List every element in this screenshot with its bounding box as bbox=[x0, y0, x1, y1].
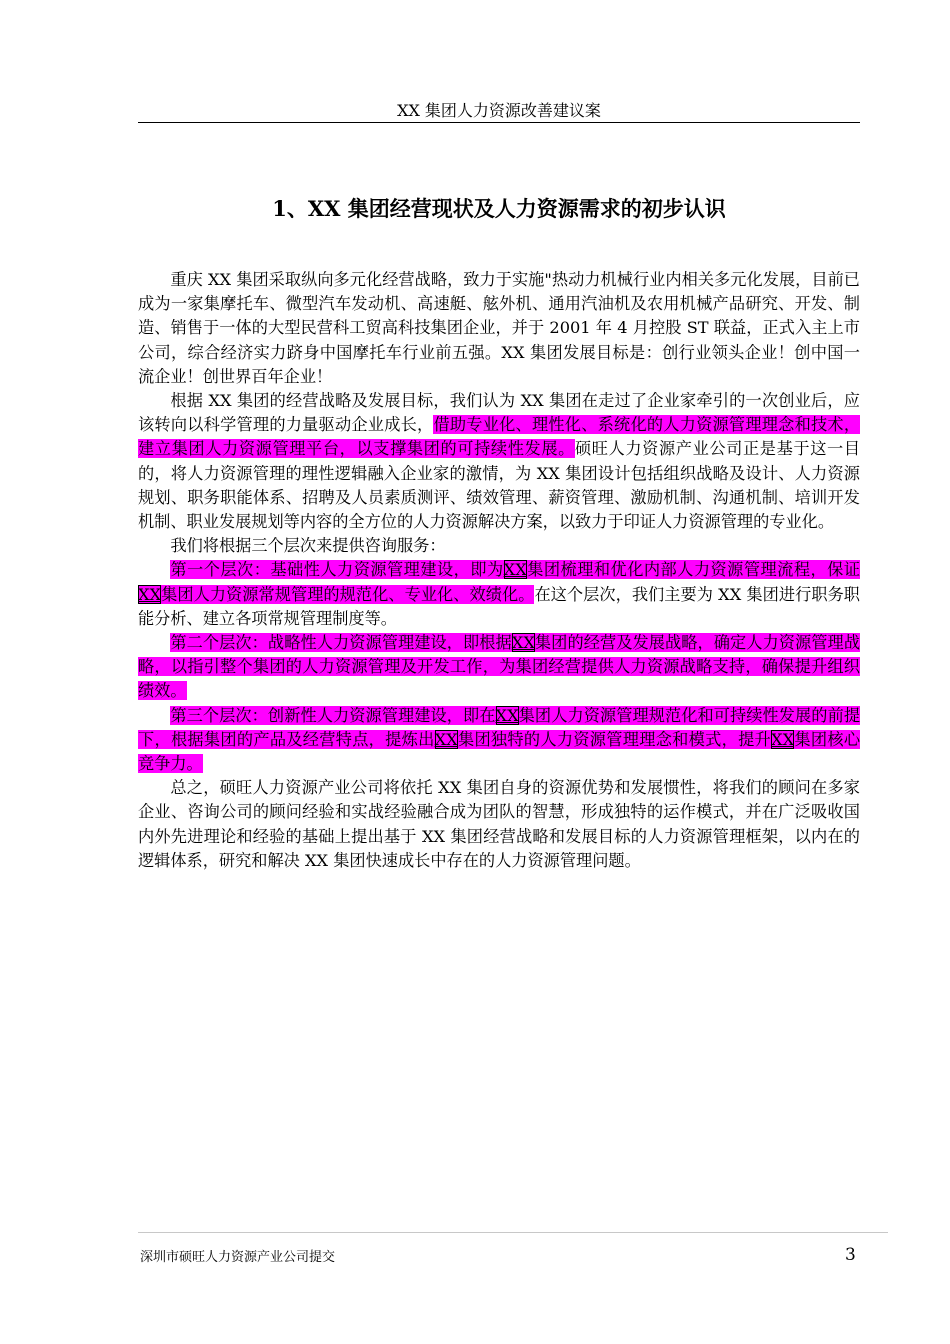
highlighted-text: 集团人力资源常规管理的规范化、专业化、效绩化。 bbox=[161, 584, 535, 604]
section-title: 1、XX 集团经营现状及人力资源需求的初步认识 bbox=[272, 196, 726, 221]
highlighted-text: 集团独特的人力资源管理理念和模式，提升 bbox=[457, 729, 772, 749]
text-run: 根据 XX 集团的经营战略及发展目标，我们认为 XX 集团在走过了企业家牵引的一次创业后，应该转向以科学管理的力量驱动企业成长， bbox=[138, 391, 860, 435]
underlined-text: XX bbox=[503, 560, 527, 580]
paragraph-strategy bbox=[138, 389, 860, 534]
text-run: 硕旺人力资源产业公司正是基于这一目的，将人力资源管理的理性逻辑融入企业家的激情，为 XX 集团设计包括组织战略及设计、人力资源规划、职务职能体系、招聘及人员素质测评、绩效管理、薪资管理、激励机制、沟通机制、培训开发机制、职业发展规划等内容的全方位的人力资源解决方案，以致力于印证人力资源管理的专业化。 bbox=[138, 439, 861, 532]
highlighted-text: 集团梳理和优化内部人力资源管理流程，保证 bbox=[526, 560, 861, 580]
highlighted-text: 集团的经营及发展战略，确定人力资源管理战略，以指引整个集团的人力资源管理及开发工作，为集团经营提供人力资源战略支持，确保提升组织绩效。 bbox=[138, 633, 861, 701]
underlined-text: XX bbox=[138, 584, 162, 604]
highlighted-text: 第二个层次：战略性人力资源管理建设，即根据 bbox=[170, 633, 512, 653]
paragraph-overview: 重庆 XX 集团采取纵向多元化经营战略，致力于实施"热动力机械行业内相关多元化发展，目前已成为一家集摩托车、微型汽车发动机、高速艇、舷外机、通用汽油机及农用机械产品研究、开发、制造、销售于一体的大型民营科工贸高科技集团企业，并于 2001 年 4 月控股 ST 联益，正式入主上市公司，综合经济实力跻身中国摩托车行业前五强。XX 集团发展目标是：创行业领头企业！创中国一流企业！创世界百年企业！ bbox=[138, 270, 860, 386]
footer-divider bbox=[138, 1232, 888, 1233]
highlighted-text: 第三个层次：创新性人力资源管理建设，即在 bbox=[170, 705, 496, 725]
highlighted-text: 集团人力资源管理规范化和可持续性发展的前提下，根据集团的产品及经营特点，提炼出 bbox=[138, 705, 861, 749]
underlined-text: XX bbox=[771, 729, 795, 749]
header-text: XX 集团人力资源改善建议案 bbox=[397, 101, 601, 120]
paragraph-level-2 bbox=[138, 631, 860, 704]
page-number: 3 bbox=[845, 1245, 856, 1265]
underlined-text: XX bbox=[511, 633, 535, 653]
underlined-text: XX bbox=[434, 729, 458, 749]
document-body bbox=[138, 266, 860, 873]
highlighted-text: 借助专业化、理性化、系统化的人力资源管理理念和技术，建立集团人力资源管理平台，以支撑集团的可持续性发展。 bbox=[138, 415, 861, 459]
paragraph-level-3 bbox=[138, 704, 860, 777]
underlined-text: XX bbox=[495, 705, 519, 725]
page-header bbox=[138, 100, 860, 123]
highlighted-text: 集团核心竞争力。 bbox=[138, 729, 861, 774]
paragraph-intro-levels: 我们将根据三个层次来提供咨询服务： bbox=[170, 536, 446, 556]
paragraph-level-1 bbox=[138, 558, 860, 631]
highlighted-text: 第一个层次：基础性人力资源管理建设，即为 bbox=[170, 560, 504, 580]
footer-company: 深圳市硕旺人力资源产业公司提交 bbox=[140, 1250, 336, 1265]
text-run: 在这个层次，我们主要为 XX 集团进行职务职能分析、建立各项常规管理制度等。 bbox=[138, 584, 860, 628]
paragraph-summary: 总之，硕旺人力资源产业公司将依托 XX 集团自身的资源优势和发展惯性，将我们的顾问在多家企业、咨询公司的顾问经验和实战经验融合成为团队的智慧，形成独特的运作模式，并在广泛吸收国内外先进理论和经验的基础上提出基于 XX 集团经营战略和发展目标的人力资源管理框架，以内在的逻辑体系，研究和解决 XX 集团快速成长中存在的人力资源管理问题。 bbox=[138, 778, 860, 870]
